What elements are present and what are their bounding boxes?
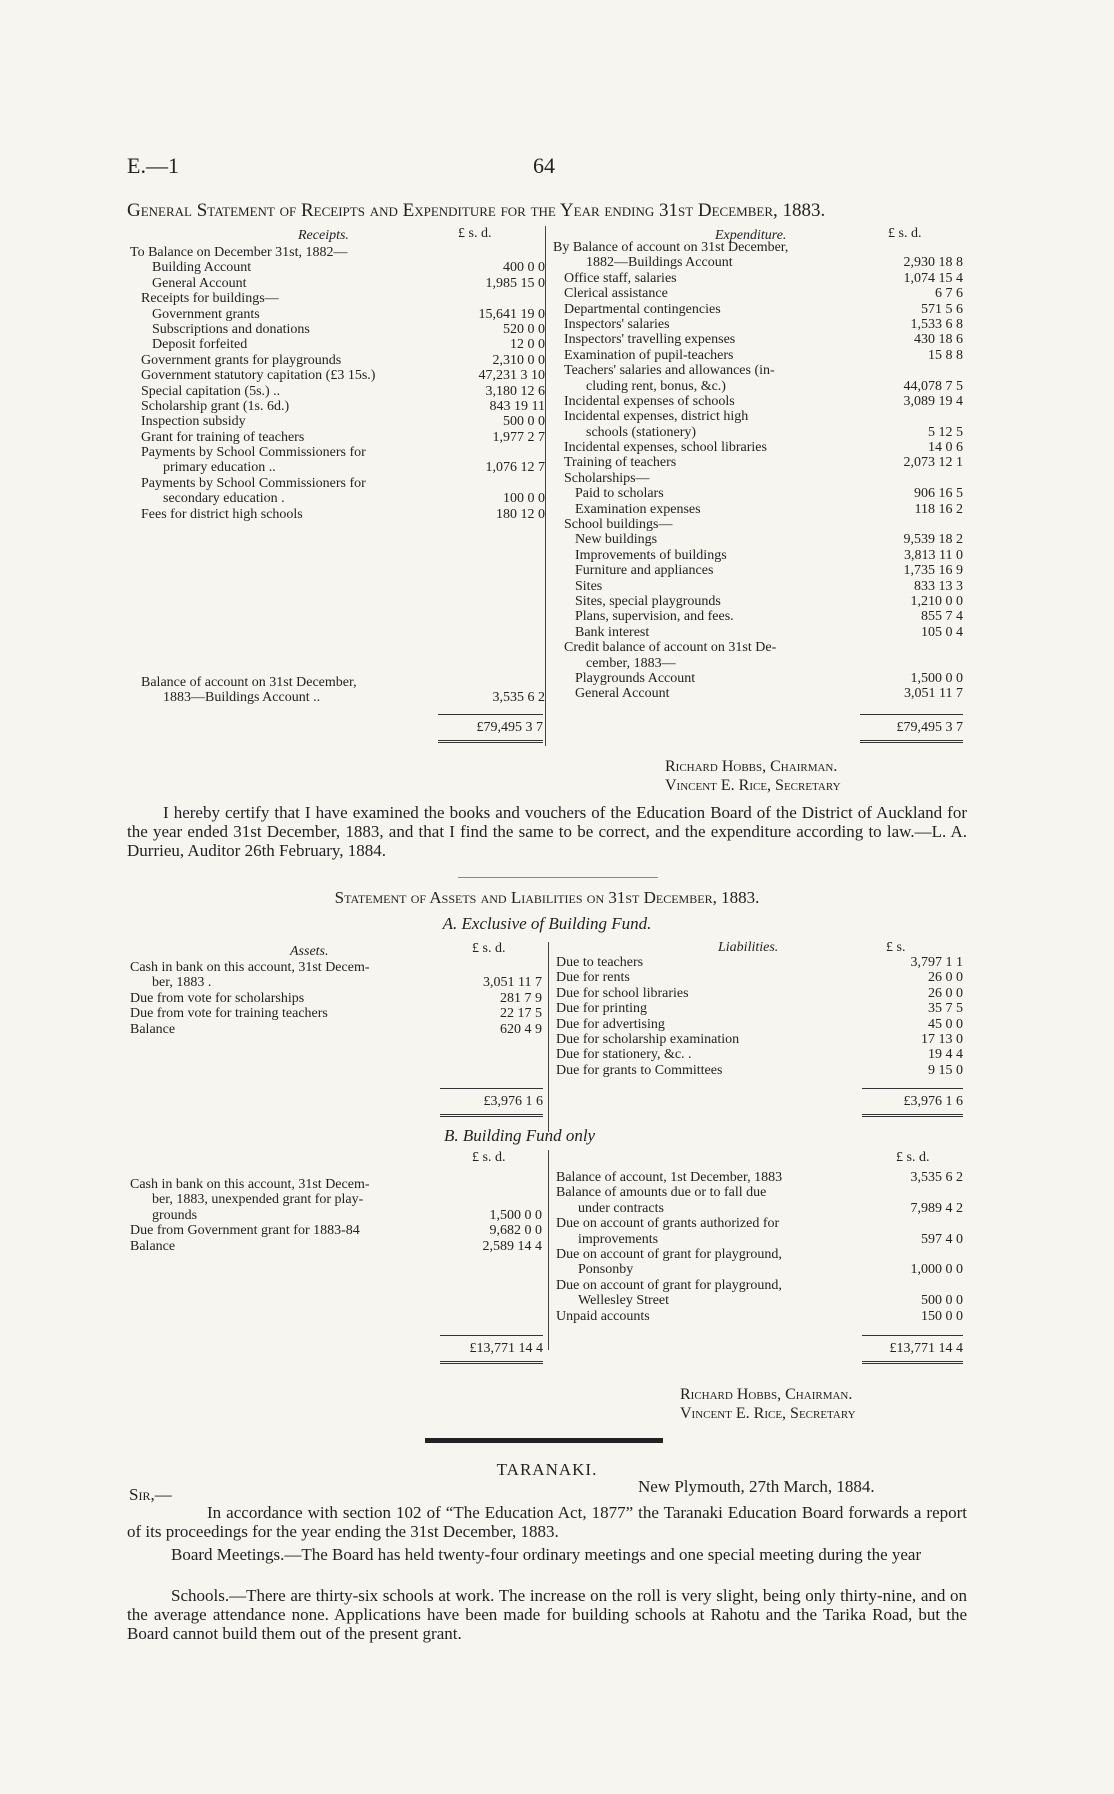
assets-double-rule-b: [440, 1361, 543, 1364]
ledger-row: [130, 307, 545, 322]
assets-total-rule-a: [440, 1088, 543, 1089]
ledger-row-amount: 500 0 0: [921, 1293, 963, 1309]
ledger-row: [556, 1293, 963, 1308]
ledger-row-label: Wellesley Street: [578, 1293, 670, 1309]
ledger-row: [130, 690, 545, 705]
ledger-row-amount: 1,500 0 0: [910, 670, 963, 686]
ledger-row-amount: 9 15 0: [928, 1062, 963, 1078]
ledger-row: [556, 1032, 963, 1047]
ledger-row-amount: 1,000 0 0: [910, 1262, 963, 1278]
section-a-title: A. Exclusive of Building Fund.: [442, 914, 652, 933]
ledger-row: [130, 1177, 542, 1192]
ledger-row: [556, 1201, 963, 1216]
expenditure-table: [553, 240, 963, 702]
signature-chairman-2: Richard Hobbs, Chairman.: [680, 1386, 853, 1403]
expenditure-currency-head: £ s. d.: [888, 226, 922, 241]
ledger-row: [130, 991, 542, 1006]
ledger-row-label: 1883—Buildings Account ..: [163, 690, 321, 706]
ledger-row-label: Examination expenses: [575, 501, 701, 517]
liabilities-total-a: £3,976 1 6: [903, 1094, 963, 1109]
ledger-row: [556, 1216, 963, 1231]
ledger-row-label: Due for printing: [556, 1001, 647, 1017]
ledger-row-label: grounds: [152, 1207, 198, 1223]
ledger-row-label: under contracts: [578, 1200, 664, 1216]
ledger-row-label: Bank interest: [575, 624, 650, 640]
ledger-row: [553, 255, 963, 270]
ledger-row-label: Balance of amounts due or to fall due: [556, 1185, 767, 1201]
ledger-row: [556, 1047, 963, 1062]
ledger-row-label: Due on account of grant for playground,: [556, 1246, 782, 1262]
ledger-row: [553, 563, 963, 578]
ledger-row-amount: 3,535 6 2: [492, 690, 545, 706]
ledger-row: [130, 1192, 542, 1207]
ledger-row-label: schools (stationery): [586, 424, 697, 440]
ledger-row-label: Incidental expenses, school libraries: [564, 440, 767, 456]
ledger-row: [553, 579, 963, 594]
ledger-row-amount: 19 4 4: [928, 1047, 963, 1063]
ledger-row-label: Credit balance of account on 31st De-: [564, 640, 777, 656]
section-b-title: B. Building Fund only: [444, 1126, 596, 1145]
ledger-row-amount: 520 0 0: [503, 321, 545, 337]
ledger-row: [556, 1001, 963, 1016]
receipts-total: £79,495 3 7: [476, 720, 543, 735]
assets-currency-head-a: £ s. d.: [472, 941, 506, 956]
column-divider-b: [548, 1150, 549, 1350]
ledger-row: [553, 425, 963, 440]
ledger-row-label: Due for advertising: [556, 1016, 665, 1032]
ledger-row: [130, 1223, 542, 1238]
ledger-row: [130, 675, 545, 690]
ledger-row-amount: 6 7 6: [935, 286, 963, 302]
ledger-row-label: Government grants: [152, 306, 260, 322]
ledger-row-label: Training of teachers: [564, 455, 677, 471]
ledger-row: [556, 1262, 963, 1277]
ledger-row-label: Furniture and appliances: [575, 563, 714, 579]
expenditure-total-rule: [860, 714, 963, 715]
ledger-row-amount: 3,797 1 1: [910, 955, 963, 970]
ledger-row-amount: 3,180 12 6: [485, 383, 545, 399]
ledger-row: [130, 975, 542, 990]
ledger-row-label: Playgrounds Account: [575, 670, 696, 686]
ledger-row-amount: 620 4 9: [500, 1021, 542, 1037]
ledger-row: [130, 245, 545, 260]
liabilities-double-rule-b: [862, 1361, 963, 1364]
ledger-row: [130, 399, 545, 414]
assets-liabilities-title: Statement of Assets and Liabilities on 31st December, 1883.: [334, 888, 760, 907]
ledger-row-label: Payments by School Commissioners for: [141, 445, 366, 461]
report-reference: E.—1: [127, 153, 179, 178]
ledger-row: [130, 476, 545, 491]
ledger-row: [553, 625, 963, 640]
ledger-row: [553, 348, 963, 363]
ledger-row-label: Unpaid accounts: [556, 1308, 650, 1324]
liabilities-table-a: [556, 955, 963, 1078]
ledger-row-label: Due for stationery, &c. .: [556, 1047, 692, 1063]
place-date: New Plymouth, 27th March, 1884.: [638, 1477, 875, 1496]
ledger-row-amount: 3,813 11 0: [904, 547, 963, 563]
ledger-row: [130, 507, 545, 522]
ledger-row-label: secondary education .: [163, 491, 285, 507]
ledger-row-label: Paid to scholars: [575, 486, 664, 502]
ledger-row-label: General Account: [152, 275, 247, 291]
taranaki-paragraph-meetings: Board Meetings.—The Board has held twenty-four ordinary meetings and one special meeting during the year: [171, 1545, 922, 1564]
ledger-row-label: Due on account of grant for playground,: [556, 1277, 782, 1293]
ledger-row-amount: 15,641 19 0: [478, 306, 545, 322]
ledger-row-label: Balance of account, 1st December, 1883: [556, 1170, 783, 1185]
ledger-row: [553, 532, 963, 547]
ledger-row: [130, 337, 545, 352]
ledger-row-label: Inspection subsidy: [141, 414, 246, 430]
ledger-row-label: cluding rent, bonus, &c.): [586, 378, 726, 394]
ledger-row-amount: 22 17 5: [500, 1006, 542, 1022]
signature-secretary: Vincent E. Rice, Secretary: [665, 777, 841, 794]
ledger-row-label: Due to teachers: [556, 955, 644, 970]
ledger-row: [553, 486, 963, 501]
ledger-row: [130, 1239, 542, 1254]
ledger-row: [130, 960, 542, 975]
taranaki-paragraph-schools: Schools.—There are thirty-six schools at work. The increase on the roll is very slight, being only thirty-nine, and on the average attendance none. Applications have been made for building schools at Rahotu and the Tarika Road, but the Board cannot build them out of the present grant.: [127, 1586, 967, 1643]
ledger-row: [553, 409, 963, 424]
ledger-row: [553, 656, 963, 671]
ledger-row-label: cember, 1883—: [586, 655, 676, 671]
ledger-row: [130, 322, 545, 337]
ledger-row-amount: 1,735 16 9: [903, 563, 963, 579]
ledger-row-label: Ponsonby: [578, 1262, 634, 1278]
ledger-row-label: Due from vote for training teachers: [130, 1006, 328, 1022]
column-divider: [545, 226, 546, 746]
ledger-row-label: Due for school libraries: [556, 985, 689, 1001]
ledger-row: [553, 548, 963, 563]
ledger-row: [130, 430, 545, 445]
ledger-row: [553, 440, 963, 455]
liabilities-table-b: [556, 1170, 963, 1324]
ledger-row: [130, 353, 545, 368]
taranaki-paragraph-intro: In accordance with section 102 of “The Education Act, 1877” the Taranaki Education Board forwards a report of its proceedings for the year ending the 31st December, 1883.: [127, 1503, 967, 1541]
ledger-row-label: Subscriptions and donations: [152, 321, 310, 337]
ledger-row-label: Sites: [575, 578, 603, 594]
ledger-row: [556, 1185, 963, 1200]
liabilities-heading-a: Liabilities.: [718, 940, 779, 955]
ledger-row: [553, 671, 963, 686]
ledger-row-label: Grant for training of teachers: [141, 429, 305, 445]
assets-currency-head-b: £ s. d.: [472, 1150, 506, 1165]
ledger-row-amount: 35 7 5: [928, 1001, 963, 1017]
ledger-row: [553, 594, 963, 609]
ledger-row-label: Sites, special playgrounds: [575, 593, 721, 609]
page-number: 64: [533, 153, 555, 178]
ledger-row-amount: 180 12 0: [496, 506, 545, 522]
ledger-row-amount: 2,589 14 4: [482, 1238, 542, 1254]
ledger-row-amount: 2,073 12 1: [903, 455, 963, 471]
ledger-row-label: Scholarships—: [564, 470, 650, 486]
ledger-row: [556, 955, 963, 970]
ledger-row-amount: 3,089 19 4: [903, 393, 963, 409]
ledger-row: [556, 1170, 963, 1185]
ledger-row-amount: 14 0 6: [928, 440, 963, 456]
ledger-row: [553, 394, 963, 409]
expenditure-total: £79,495 3 7: [896, 720, 963, 735]
ledger-row: [130, 276, 545, 291]
receipts-double-rule: [438, 740, 543, 743]
ledger-row-amount: 430 18 6: [914, 332, 963, 348]
ledger-row-label: School buildings—: [564, 517, 673, 533]
ledger-row-label: Cash in bank on this account, 31st Decem-: [130, 1177, 370, 1192]
ledger-row-label: Inspectors' salaries: [564, 316, 670, 332]
salutation: Sir,—: [129, 1485, 172, 1504]
ledger-row-amount: 1,210 0 0: [910, 593, 963, 609]
ledger-row-amount: 500 0 0: [503, 414, 545, 430]
ledger-row-amount: 3,535 6 2: [910, 1170, 963, 1185]
ledger-row-label: 1882—Buildings Account: [586, 255, 733, 271]
ledger-row-label: Scholarship grant (1s. 6d.): [141, 398, 290, 414]
ledger-row: [130, 414, 545, 429]
ledger-row-amount: 3,051 11 7: [483, 975, 542, 991]
liabilities-currency-head-b: £ s. d.: [896, 1150, 930, 1165]
ledger-row: [130, 1208, 542, 1223]
liabilities-total-rule-a: [862, 1088, 963, 1089]
ledger-row-amount: 597 4 0: [921, 1231, 963, 1247]
ledger-row-label: Building Account: [152, 260, 252, 276]
ledger-row-amount: 15 8 8: [928, 347, 963, 363]
section-divider: [458, 877, 658, 878]
ledger-row-label: Clerical assistance: [564, 286, 668, 302]
ledger-row-amount: 843 19 11: [489, 398, 545, 414]
ledger-row-label: Teachers' salaries and allowances (in-: [564, 363, 775, 379]
ledger-row-amount: 906 16 5: [914, 486, 963, 502]
heavy-rule: [425, 1438, 663, 1443]
ledger-row-label: Due for grants to Committees: [556, 1062, 723, 1078]
ledger-row: [556, 1309, 963, 1324]
ledger-row-label: Due from vote for scholarships: [130, 990, 305, 1006]
ledger-row-amount: 118 16 2: [914, 501, 963, 517]
ledger-row-label: Payments by School Commissioners for: [141, 475, 366, 491]
ledger-row-amount: 2,930 18 8: [903, 255, 963, 271]
ledger-row: [130, 491, 545, 506]
ledger-row-label: Incidental expenses, district high: [564, 409, 749, 425]
signature-chairman: Richard Hobbs, Chairman.: [665, 758, 838, 775]
ledger-row-label: Due on account of grants authorized for: [556, 1216, 780, 1232]
ledger-row: [553, 517, 963, 532]
liabilities-total-b: £13,771 14 4: [889, 1341, 963, 1356]
ledger-row: [556, 970, 963, 985]
ledger-row: [553, 271, 963, 286]
receipts-currency-head: £ s. d.: [458, 226, 492, 241]
ledger-row-label: Government grants for playgrounds: [141, 352, 342, 368]
ledger-row-label: By Balance of account on 31st December,: [553, 240, 789, 255]
expenditure-double-rule: [860, 740, 963, 743]
ledger-row: [553, 332, 963, 347]
ledger-row-amount: 1,977 2 7: [492, 429, 545, 445]
ledger-row-label: ber, 1883 .: [152, 975, 212, 991]
ledger-row: [553, 471, 963, 486]
ledger-row-label: improvements: [578, 1231, 659, 1247]
ledger-row-amount: 12 0 0: [510, 337, 545, 353]
ledger-row-label: Receipts for buildings—: [141, 291, 279, 307]
ledger-row-label: Balance of account on 31st December,: [141, 675, 357, 690]
liabilities-currency-head-a: £ s.: [886, 940, 906, 955]
ledger-row: [556, 1278, 963, 1293]
ledger-row-label: Office staff, salaries: [564, 270, 677, 286]
ledger-row-label: Incidental expenses of schools: [564, 393, 735, 409]
assets-double-rule-a: [440, 1114, 543, 1117]
ledger-row-amount: 2,310 0 0: [492, 352, 545, 368]
ledger-row-amount: 17 13 0: [921, 1031, 963, 1047]
ledger-row-amount: 47,231 3 10: [478, 368, 545, 384]
ledger-row-label: ber, 1883, unexpended grant for play-: [152, 1192, 364, 1208]
liabilities-total-rule-b: [862, 1335, 963, 1336]
receipts-closing-table: [130, 675, 545, 706]
ledger-row: [553, 363, 963, 378]
receipts-table: [130, 245, 545, 522]
ledger-row-label: Departmental contingencies: [564, 301, 721, 317]
ledger-row-label: Fees for district high schools: [141, 506, 303, 522]
ledger-row-amount: 26 0 0: [928, 970, 963, 986]
expenditure-heading: Expenditure.: [715, 228, 787, 243]
ledger-row: [556, 1017, 963, 1032]
ledger-row: [130, 1006, 542, 1021]
ledger-row: [130, 445, 545, 460]
ledger-row: [553, 379, 963, 394]
ledger-row-amount: 400 0 0: [503, 260, 545, 276]
ledger-row-amount: 1,500 0 0: [489, 1207, 542, 1223]
ledger-row-amount: 1,076 12 7: [485, 460, 545, 476]
ledger-row-label: Due for scholarship examination: [556, 1031, 740, 1047]
ledger-row: [130, 460, 545, 475]
ledger-row: [130, 260, 545, 275]
assets-table-a: [130, 960, 542, 1037]
assets-total-a: £3,976 1 6: [483, 1094, 543, 1109]
ledger-row-label: Plans, supervision, and fees.: [575, 609, 734, 625]
auditor-certificate: I hereby certify that I have examined the books and vouchers of the Education Board of the District of Auckland for the year ended 31st December, 1883, and that I find the same to be correct, and the expenditure according to law.—L. A. Durrieu, Auditor 26th February, 1884.: [127, 803, 967, 860]
ledger-row-amount: 45 0 0: [928, 1016, 963, 1032]
ledger-row-label: primary education ..: [163, 460, 276, 476]
ledger-row-amount: 3,051 11 7: [904, 686, 963, 702]
general-statement-title: General Statement of Receipts and Expenditure for the Year ending 31st December, 1883.: [127, 200, 826, 221]
ledger-row: [130, 384, 545, 399]
ledger-row: [556, 1247, 963, 1262]
liabilities-double-rule-a: [862, 1114, 963, 1117]
ledger-row-amount: 150 0 0: [921, 1308, 963, 1324]
ledger-row-amount: 5 12 5: [928, 424, 963, 440]
ledger-row-label: General Account: [575, 686, 670, 702]
ledger-row-amount: 9,682 0 0: [489, 1223, 542, 1239]
ledger-row: [553, 640, 963, 655]
ledger-row: [556, 1232, 963, 1247]
ledger-row: [130, 291, 545, 306]
ledger-row-label: Examination of pupil-teachers: [564, 347, 734, 363]
ledger-row: [553, 286, 963, 301]
ledger-row-amount: 833 13 3: [914, 578, 963, 594]
ledger-row: [553, 686, 963, 701]
ledger-row-label: Due from Government grant for 1883-84: [130, 1223, 360, 1239]
ledger-row-amount: 855 7 4: [921, 609, 963, 625]
ledger-row-label: Cash in bank on this account, 31st Decem-: [130, 960, 370, 975]
assets-heading-a: Assets.: [290, 944, 329, 959]
ledger-row: [553, 240, 963, 255]
ledger-row-amount: 1,074 15 4: [903, 270, 963, 286]
ledger-row-amount: 1,533 6 8: [910, 316, 963, 332]
ledger-row-amount: 105 0 4: [921, 624, 963, 640]
ledger-row: [556, 1063, 963, 1078]
ledger-row: [556, 986, 963, 1001]
ledger-row-amount: 281 7 9: [500, 990, 542, 1006]
column-divider-a: [548, 942, 549, 1132]
ledger-row-label: To Balance on December 31st, 1882—: [130, 245, 348, 260]
ledger-row-label: New buildings: [575, 532, 658, 548]
ledger-row-amount: 44,078 7 5: [903, 378, 963, 394]
ledger-row-label: Deposit forfeited: [152, 337, 248, 353]
ledger-row: [553, 502, 963, 517]
assets-total-rule-b: [440, 1335, 543, 1336]
ledger-row-label: Government statutory capitation (£3 15s.): [141, 368, 376, 384]
ledger-row: [130, 368, 545, 383]
ledger-row-label: Inspectors' travelling expenses: [564, 332, 736, 348]
ledger-row-amount: 9,539 18 2: [903, 532, 963, 548]
ledger-row: [553, 609, 963, 624]
ledger-row-amount: 571 5 6: [921, 301, 963, 317]
receipts-total-rule: [438, 714, 543, 715]
ledger-row-label: Improvements of buildings: [575, 547, 727, 563]
signature-secretary-2: Vincent E. Rice, Secretary: [680, 1405, 856, 1422]
ledger-row-amount: 100 0 0: [503, 491, 545, 507]
receipts-heading: Receipts.: [298, 228, 349, 243]
ledger-row-amount: 26 0 0: [928, 985, 963, 1001]
ledger-row: [130, 1022, 542, 1037]
ledger-row: [553, 302, 963, 317]
ledger-row-amount: 1,985 15 0: [485, 275, 545, 291]
ledger-row-label: Special capitation (5s.) ..: [141, 383, 281, 399]
ledger-row-amount: 7,989 4 2: [910, 1200, 963, 1216]
ledger-row-label: Balance: [130, 1021, 176, 1037]
ledger-row: [553, 317, 963, 332]
assets-total-b: £13,771 14 4: [469, 1341, 543, 1356]
taranaki-heading: TARANAKI.: [496, 1460, 598, 1479]
ledger-row-label: Due for rents: [556, 970, 630, 986]
ledger-row: [553, 455, 963, 470]
ledger-row-label: Balance: [130, 1238, 176, 1254]
assets-table-b: [130, 1177, 542, 1254]
